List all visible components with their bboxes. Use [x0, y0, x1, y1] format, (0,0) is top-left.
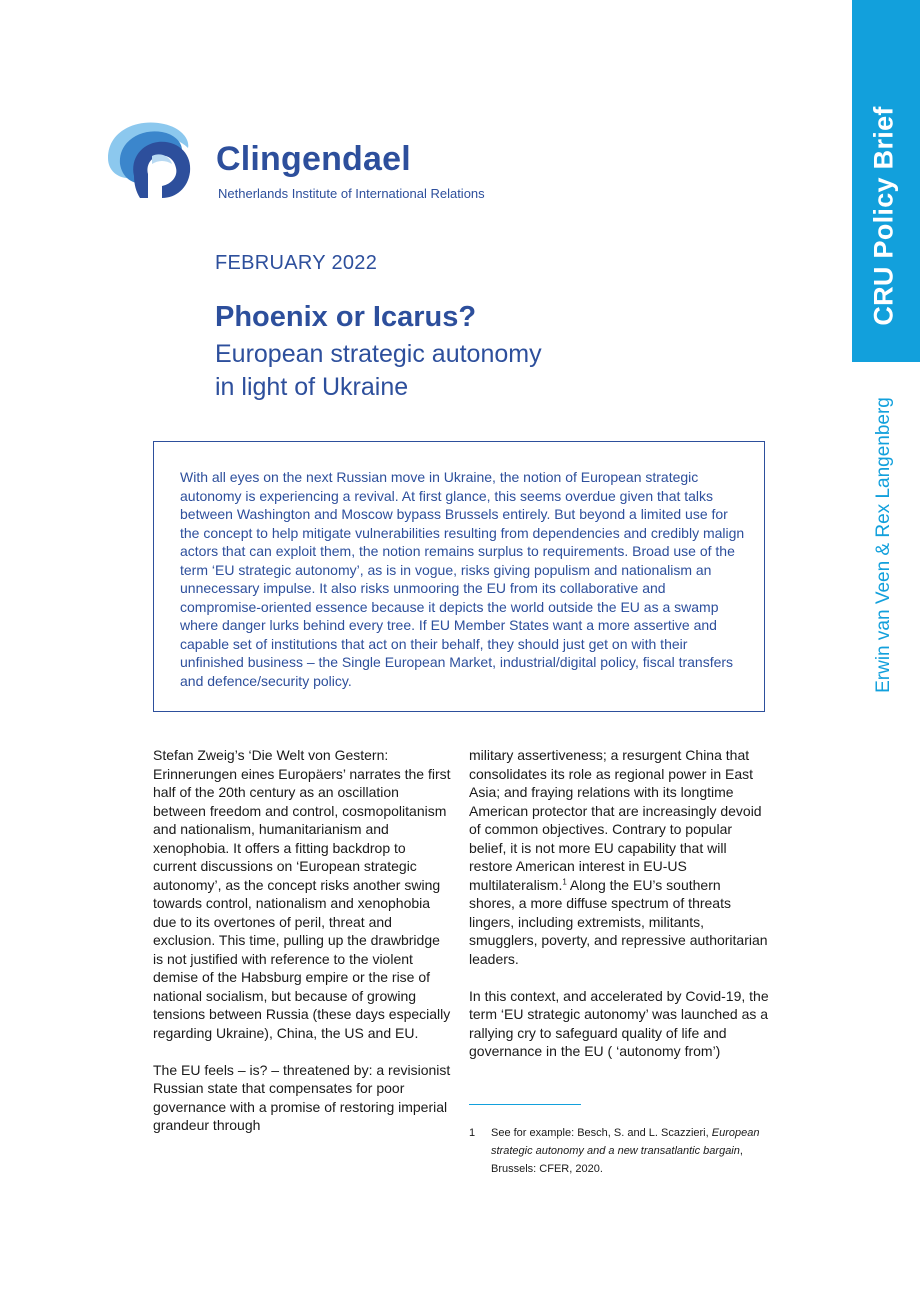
- body-text: military assertiveness; a resurgent China that consolidates its role as regional power in East Asia; and fraying relations with its longtime American protector that are increasingly devoid of common objectives. Contrary to popular belief, it is not more EU capability that will restore American interest in EU-US multilateralism.: [469, 747, 762, 893]
- publication-date: FEBRUARY 2022: [215, 252, 378, 274]
- clingendael-logo: [100, 118, 210, 202]
- body-column-left: [153, 746, 453, 1153]
- subtitle-line-1: European strategic autonomy: [215, 340, 542, 368]
- body-paragraph: [469, 746, 769, 968]
- body-paragraph: In this context, and accelerated by Covid-19, the term ‘EU strategic autonomy’ was launched as a rallying cry to safeguard quality of life and governance in the EU ( ‘autonomy from’): [469, 987, 769, 1059]
- footnote-text-b: , Brussels: CFER, 2020.: [491, 1145, 743, 1175]
- summary-text: With all eyes on the next Russian move in Ukraine, the notion of European strategic autonomy is experiencing a revival. At first glance, this seems overdue given that talks between Washington and Moscow bypass Brussels entirely. But beyond a limited use for the concept to help mitigate vulnerabilities resulting from dependencies and credibly malign actors that can exploit them, the notion remains surplus to requirements. Broad use of the term ‘EU strategic autonomy’, as is in vogue, risks giving populism and nationalism an unnecessary impulse. It also risks unmooring the EU from its collaborative and compromise-oriented essence because it depicts the world outside the EU as a swamp where danger lurks behind every tree. If EU Member States want a more assertive and capable set of institutions that act on their behalf, they should just get on with their unfinished business – the Single European Market, industrial/digital policy, fiscal transfers and defence/security policy.: [180, 469, 745, 689]
- body-paragraph: Stefan Zweig’s ‘Die Welt von Gestern: Erinnerungen eines Europäers’ narrates the first half of the 20th century as an oscillation between freedom and control, cosmopolitanism and nationalism, humanitarianism and xenophobia. It offers a fitting backdrop to current discussions on ‘European strategic autonomy’, as the concept risks another swing towards control, nationalism and xenophobia due to its overtones of peril, threat and exclusion. This time, pulling up the drawbridge is not justified with reference to the violent demise of the Habsburg empire or the rise of national socialism, but because of growing tensions between Russia (these days especially regarding Ukraine), China, the US and EU.: [153, 747, 451, 1041]
- body-column-right: [469, 746, 769, 1079]
- brand-name: Clingendael: [216, 140, 411, 178]
- footnote-citation-title: European strategic autonomy and a new transatlantic bargain: [491, 1127, 760, 1157]
- brand-tagline: Netherlands Institute of International Relations: [218, 186, 485, 201]
- footnote-ref[interactable]: 1: [562, 876, 567, 886]
- footnote-text: [491, 1124, 779, 1178]
- body-text: Along the EU’s southern shores, a more diffuse spectrum of threats lingers, including extremists, militants, smugglers, poverty, and repressive authoritarian leaders.: [469, 876, 768, 967]
- page-subtitle: [215, 338, 542, 404]
- subtitle-line-2: in light of Ukraine: [215, 373, 409, 401]
- series-label: CRU Policy Brief: [868, 106, 899, 326]
- page-title: Phoenix or Icarus?: [215, 301, 477, 333]
- authors-label: Erwin van Veen & Rex Langenberg: [873, 397, 894, 693]
- footnote-text-a: See for example: Besch, S. and L. Scazzieri,: [491, 1127, 712, 1139]
- footnote: [469, 1124, 779, 1178]
- body-paragraph: The EU feels – is? – threatened by: a revisionist Russian state that compensates for poor governance with a promise of restoring imperial grandeur through: [153, 1061, 451, 1133]
- footnote-number: 1: [469, 1127, 476, 1139]
- footnote-divider: [469, 1104, 581, 1105]
